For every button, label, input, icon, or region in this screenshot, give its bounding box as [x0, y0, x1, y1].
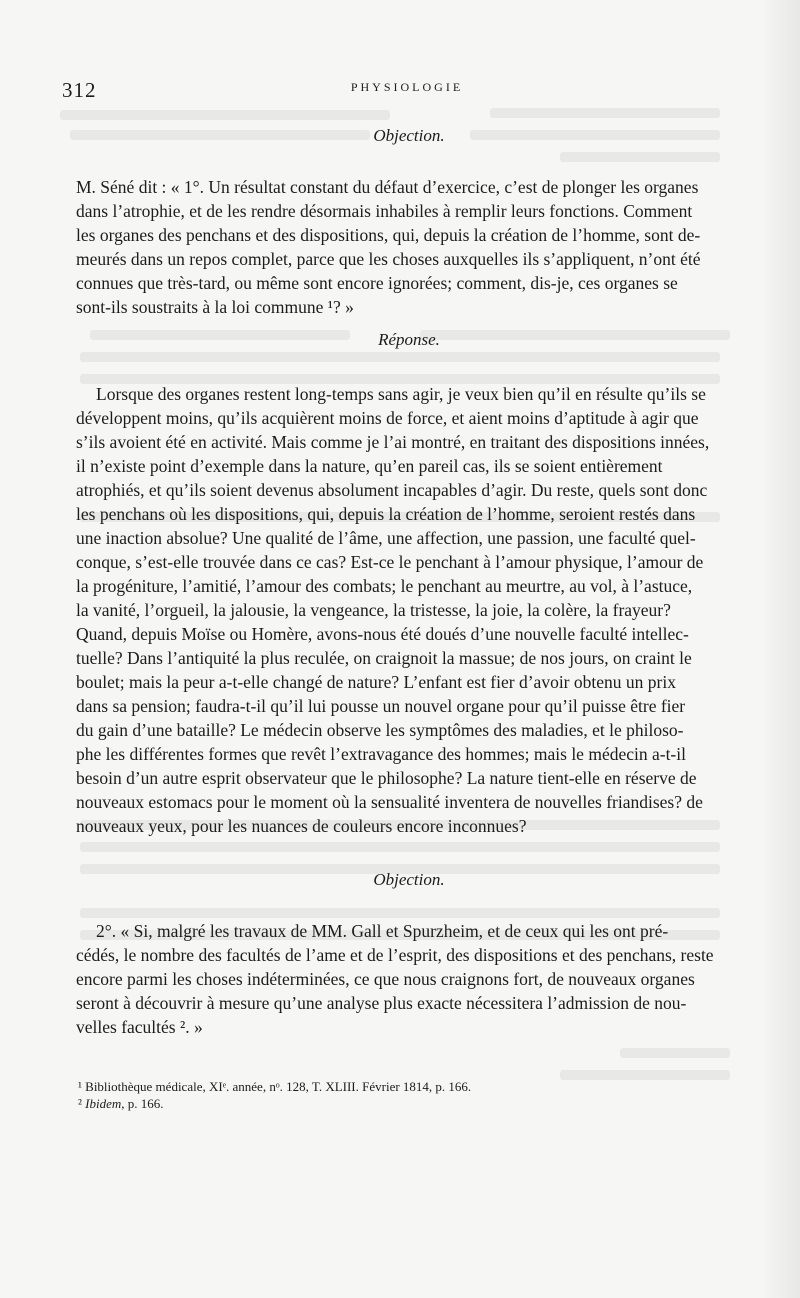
text-line: phe les différentes formes que revêt l’extravagance des hommes; mais le médecin a-t-il — [76, 744, 686, 764]
text-line: s’ils avoient été en activité. Mais comme je l’ai montré, en traitant des dispositions innées, — [76, 432, 710, 452]
text-line: développent moins, qu’ils acquièrent moins de force, et aient moins d’aptitude à agir que — [76, 408, 699, 428]
text-line: Lorsque des organes restent long-temps sans agir, je veux bien qu’il en résulte qu’ils se — [96, 384, 706, 404]
text-line: la vanité, l’orgueil, la jalousie, la vengeance, la tristesse, la joie, la colère, la frayeur? — [76, 600, 671, 620]
text-line: les penchans où les dispositions, qui, depuis la création de l’homme, seroient restés dans — [76, 504, 696, 524]
text-line: dans sa pension; faudra-t-il qu’il lui pousse un nouvel organe pour qu’il puisse être fier — [76, 696, 686, 716]
text-line: nouveaux estomacs pour le moment où la sensualité inventera de nouvelles friandises? de — [76, 792, 703, 812]
footnote-2-page: , p. 166. — [121, 1096, 164, 1111]
reponse-heading: Réponse. — [378, 330, 440, 349]
text-line: sont-ils soustraits à la loi commune ¹? » — [76, 297, 354, 317]
text-line: velles facultés ². » — [76, 1017, 203, 1037]
text-line: dans l’atrophie, et de les rendre désormais inhabiles à remplir leurs fonctions. Comment — [76, 201, 693, 221]
text-line: cédés, le nombre des facultés de l’ame et de l’esprit, des dispositions et des penchans, reste — [76, 945, 714, 965]
footnote-2-ibidem: Ibidem — [85, 1096, 122, 1111]
page-header — [62, 78, 712, 104]
text-line: il n’existe point d’exemple dans la nature, qu’en pareil cas, ils se soient entièrement — [76, 456, 663, 476]
text-line: atrophiés, et qu’ils soient devenus absolument incapables d’agir. Du reste, quels sont donc — [76, 480, 708, 500]
text-line: tuelle? Dans l’antiquité la plus reculée, on craignoit la massue; de nos jours, on craint le — [76, 648, 692, 668]
text-line: connues que très-tard, ou même sont encore ignorées; comment, dis-je, ces organes se — [76, 273, 678, 293]
objection-heading-1: Objection. — [373, 126, 445, 145]
page-number: 312 — [62, 78, 97, 102]
text-line: une inaction absolue? Une qualité de l’âme, une affection, une passion, une faculté quel- — [76, 528, 696, 548]
text-line: conque, s’est-elle trouvée dans ce cas? Est-ce le penchant à l’amour physique, l’amour de — [76, 552, 704, 572]
footnote-2-marker: ² — [78, 1096, 82, 1111]
text-line: M. Séné dit : « 1°. Un résultat constant du défaut d’exercice, c’est de plonger les organes — [76, 177, 699, 197]
text-line: Quand, depuis Moïse ou Homère, avons-nous été doués d’une nouvelle faculté intellec- — [76, 624, 689, 644]
text-line: 2°. « Si, malgré les travaux de MM. Gall et Spurzheim, et de ceux qui les ont pré- — [96, 921, 669, 941]
text-line: boulet; mais la peur a-t-elle changé de nature? L’enfant est fier d’avoir obtenu un prix — [76, 672, 676, 692]
footnote-1: ¹ Bibliothèque médicale, XIᵉ. année, nᵒ. 128, T. XLIII. Février 1814, p. 166. — [78, 1079, 472, 1094]
footnote-2 — [78, 1095, 164, 1112]
text-line: seront à découvrir à mesure qu’une analyse plus exacte nécessitera l’admission de nou- — [76, 993, 687, 1013]
text-line: meurés dans un repos complet, parce que les choses auxquelles ils s’appliquent, n’ont été — [76, 249, 701, 269]
text-line: du gain d’une bataille? Le médecin observe les symptômes des maladies, et le philoso- — [76, 720, 684, 740]
text-line: les organes des penchans et des dispositions, qui, depuis la création de l’homme, sont de- — [76, 225, 701, 245]
text-line: la progéniture, l’amitié, l’amour des combats; le penchant au meurtre, au vol, à l’astuce, — [76, 576, 693, 596]
running-head: PHYSIOLOGIE — [350, 80, 464, 94]
page-edge-shadow — [760, 0, 800, 1298]
text-line: nouveaux yeux, pour les nuances de couleurs encore inconnues? — [76, 816, 527, 836]
text-line: encore parmi les choses indéterminées, ce que nous craignons fort, de nouveaux organes — [76, 969, 695, 989]
text-line: besoin d’un autre esprit observateur que le philosophe? La nature tient-elle en réserve de — [76, 768, 697, 788]
objection-heading-2: Objection. — [373, 870, 445, 889]
